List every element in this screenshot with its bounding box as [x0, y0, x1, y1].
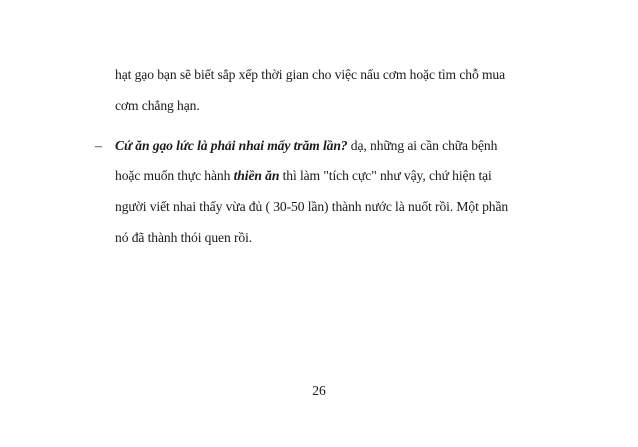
list-item-line: người viết nhai thấy vừa đủ ( 30-50 lần) thành nước là nuốt rồi. Một phần [115, 199, 509, 214]
emphasized-question: Cứ ăn gạo lức là phải nhai mấy trăm lần? [115, 138, 348, 153]
page-number: 26 [312, 383, 326, 398]
list-text: hoặc muốn thực hành [115, 168, 234, 183]
list-text: dạ, những ai cần chữa bệnh [347, 138, 498, 153]
list-item-line: nó đã thành thói quen rồi. [115, 230, 253, 245]
list-bullet: – [95, 138, 102, 153]
emphasized-term: thiền ăn [233, 168, 280, 183]
list-item-line [115, 167, 492, 185]
list-text: thì làm "tích cực" như vậy, chứ hiện tại [279, 168, 492, 183]
paragraph-line: hạt gạo bạn sẽ biết sắp xếp thời gian cho việc nấu cơm hoặc tìm chỗ mua [115, 67, 506, 82]
paragraph-line: cơm chẳng hạn. [115, 98, 200, 113]
list-item-line [115, 137, 497, 155]
